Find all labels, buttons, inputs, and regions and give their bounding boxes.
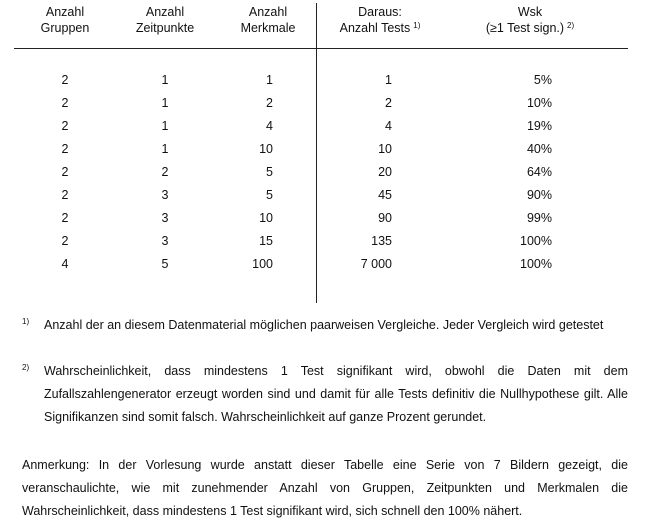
table-row: [0, 233, 648, 249]
footnote-marker: 1): [22, 317, 30, 326]
cell-timepoints: 1: [161, 96, 169, 110]
cell-probability: 99%: [526, 211, 552, 225]
cell-groups: 2: [61, 73, 69, 87]
cell-features: 100: [252, 257, 273, 271]
cell-tests: 90: [378, 211, 392, 225]
cell-features: 5: [266, 165, 273, 179]
cell-timepoints: 1: [161, 142, 169, 156]
table-header-features: [228, 4, 308, 36]
footnote-2: [22, 360, 628, 429]
table-row: [0, 95, 648, 111]
cell-tests: 135: [371, 234, 392, 248]
table-row: [0, 210, 648, 226]
footnote-1: [22, 314, 628, 337]
header-line1: Anzahl: [145, 5, 185, 19]
cell-probability: 19%: [526, 119, 552, 133]
cell-probability: 64%: [526, 165, 552, 179]
cell-timepoints: 3: [161, 211, 169, 225]
cell-probability: 100%: [520, 257, 552, 271]
table-row: [0, 187, 648, 203]
cell-features: 2: [266, 96, 273, 110]
header-line2: Anzahl Tests $^{1)}$: [339, 21, 421, 35]
cell-tests: 45: [378, 188, 392, 202]
footnote-marker: 2): [22, 363, 30, 372]
cell-features: 4: [266, 119, 273, 133]
cell-groups: 2: [61, 234, 69, 248]
table-row: [0, 118, 648, 134]
table-row: [0, 256, 648, 272]
footnote-ref: 2): [567, 21, 575, 30]
header-line2: Gruppen: [40, 21, 90, 35]
cell-tests: 2: [385, 96, 392, 110]
table-row: [0, 164, 648, 180]
cell-groups: 2: [61, 211, 69, 225]
header-line2: Zeitpunkte: [135, 21, 195, 35]
footnote-text: Wahrscheinlichkeit, dass mindestens 1 Test signifikant wird, obwohl die Daten mit dem Zufallszahlengenerator erzeugt worden sind und damit für alle Tests definitiv die Nullhypothese gilt. Alle Signifikanzen sind somit falsch. Wahrscheinlichkeit auf ganze Prozent gerundet.: [44, 364, 628, 424]
table-row: [0, 72, 648, 88]
header-line2: (≥1 Test sign.) $^{2)}$: [485, 21, 575, 35]
table-header-groups: [30, 4, 100, 36]
cell-features: 10: [259, 142, 273, 156]
cell-timepoints: 2: [161, 165, 169, 179]
cell-timepoints: 3: [161, 234, 169, 248]
cell-tests: 7 000: [360, 257, 392, 271]
cell-features: 5: [266, 188, 273, 202]
table-header-timepoints: [125, 4, 205, 36]
table-row: [0, 141, 648, 157]
cell-groups: 2: [61, 119, 69, 133]
cell-groups: 2: [61, 96, 69, 110]
cell-probability: 90%: [526, 188, 552, 202]
cell-timepoints: 1: [161, 119, 169, 133]
cell-groups: 2: [61, 165, 69, 179]
cell-tests: 1: [385, 73, 392, 87]
header-line1: Anzahl: [45, 5, 85, 19]
cell-timepoints: 5: [161, 257, 169, 271]
cell-features: 1: [266, 73, 273, 87]
cell-tests: 20: [378, 165, 392, 179]
cell-features: 10: [259, 211, 273, 225]
footnote-text: Anzahl der an diesem Datenmaterial möglichen paarweisen Vergleiche. Jeder Vergleich wird getestet: [44, 318, 604, 332]
header-line1: Wsk: [517, 5, 543, 19]
footnote-ref: 1): [413, 21, 421, 30]
header-divider: [14, 48, 628, 49]
cell-tests: 10: [378, 142, 392, 156]
header-line1: Daraus:: [358, 5, 402, 19]
cell-tests: 4: [385, 119, 392, 133]
table-header-probability: [460, 4, 600, 38]
table-header-tests: [325, 4, 435, 38]
cell-timepoints: 3: [161, 188, 169, 202]
cell-probability: 5%: [533, 73, 552, 87]
remark-paragraph: Anmerkung: In der Vorlesung wurde anstatt dieser Tabelle eine Serie von 7 Bildern gezeigt, die veranschaulichte, wie mit zunehmender Anzahl von Gruppen, Zeitpunkten und Merkmalen die Wahrscheinlichkeit, dass mindestens 1 Test signifikant wird, sich schnell den 100% nähert.: [22, 458, 628, 518]
header-line2: Merkmale: [240, 21, 296, 35]
cell-timepoints: 1: [161, 73, 169, 87]
header-line1: Anzahl: [248, 5, 288, 19]
cell-probability: 10%: [526, 96, 552, 110]
cell-groups: 2: [61, 142, 69, 156]
cell-groups: 2: [61, 188, 69, 202]
cell-probability: 100%: [520, 234, 552, 248]
cell-groups: 4: [61, 257, 69, 271]
cell-probability: 40%: [526, 142, 552, 156]
cell-features: 15: [259, 234, 273, 248]
